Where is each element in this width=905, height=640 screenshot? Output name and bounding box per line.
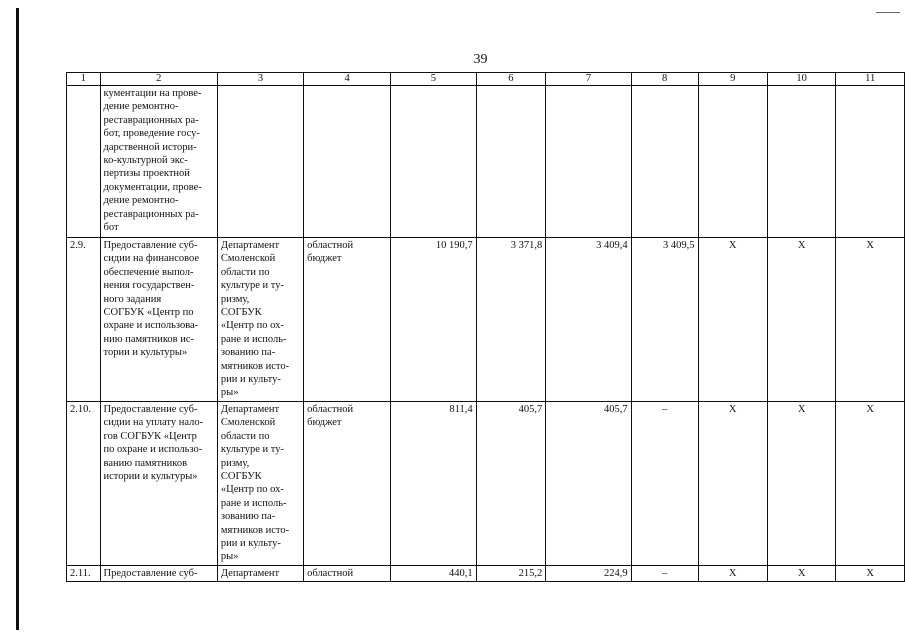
amount-cell: X [836,238,905,402]
funding-source-cell: областной [304,565,391,581]
column-header: 6 [476,73,546,86]
total-amount-cell: 10 190,7 [391,238,476,402]
amount-cell [476,86,546,238]
row-number-cell: 2.11. [67,565,101,581]
table-row [67,401,905,565]
amount-cell: X [836,565,905,581]
executor-cell: Департамент Смоленской области по культуре и ту- ризму, СОГБУК «Центр по ох- ране и исполь- зованию па- мятников исто- рии и культу- ры» [217,401,303,565]
amount-cell: – [631,401,698,565]
amount-cell: X [698,565,767,581]
column-header: 11 [836,73,905,86]
executor-cell [217,86,303,238]
scan-margin-bar [16,8,19,630]
amount-cell: 405,7 [546,401,631,565]
amount-cell [836,86,905,238]
amount-cell: 224,9 [546,565,631,581]
column-header: 5 [391,73,476,86]
table-row [67,238,905,402]
amount-cell: – [631,565,698,581]
table-row [67,86,905,238]
amount-cell: 3 409,5 [631,238,698,402]
total-amount-cell [391,86,476,238]
activity-description-cell: кументации на прове- дение ремонтно- реставрационных ра- бот, проведение госу- дарственной истори- ко-культурной экс- пертизы проектной документации, прове- дение ремонтно- реставрационных ра- бот [100,86,217,238]
column-header: 3 [217,73,303,86]
column-header: 8 [631,73,698,86]
amount-cell: 3 409,4 [546,238,631,402]
amount-cell: X [767,565,836,581]
amount-cell [631,86,698,238]
amount-cell [698,86,767,238]
column-header: 10 [767,73,836,86]
amount-cell: X [698,238,767,402]
table-row [67,565,905,581]
amount-cell: X [767,401,836,565]
amount-cell: 3 371,8 [476,238,546,402]
activity-description-cell: Предоставление суб- сидии на уплату нало- гов СОГБУК «Центр по охране и использо- ванию памятников истории и культуры» [100,401,217,565]
total-amount-cell: 811,4 [391,401,476,565]
row-number-cell: 2.10. [67,401,101,565]
amount-cell [767,86,836,238]
table-header-row [67,73,905,86]
amount-cell: X [767,238,836,402]
column-header: 2 [100,73,217,86]
amount-cell: X [698,401,767,565]
executor-cell: Департамент Смоленской области по культуре и ту- ризму, СОГБУК «Центр по ох- ране и исполь- зованию па- мятников исто- рии и культу- ры» [217,238,303,402]
amount-cell: X [836,401,905,565]
column-header: 7 [546,73,631,86]
column-header: 9 [698,73,767,86]
column-header: 4 [304,73,391,86]
amount-cell [546,86,631,238]
scan-corner-mark [876,12,900,13]
row-number-cell: 2.9. [67,238,101,402]
funding-source-cell: областной бюджет [304,238,391,402]
funding-source-cell [304,86,391,238]
amount-cell: 215,2 [476,565,546,581]
column-header: 1 [67,73,101,86]
funding-source-cell: областной бюджет [304,401,391,565]
budget-table [66,72,905,582]
total-amount-cell: 440,1 [391,565,476,581]
activity-description-cell: Предоставление суб- сидии на финансовое обеспечение выпол- нения государствен- ного задания СОГБУК «Центр по охране и использова- нию памятников ис- тории и культуры» [100,238,217,402]
row-number-cell [67,86,101,238]
activity-description-cell: Предоставление суб- [100,565,217,581]
executor-cell: Департамент [217,565,303,581]
page-number: 39 [473,52,488,67]
amount-cell: 405,7 [476,401,546,565]
